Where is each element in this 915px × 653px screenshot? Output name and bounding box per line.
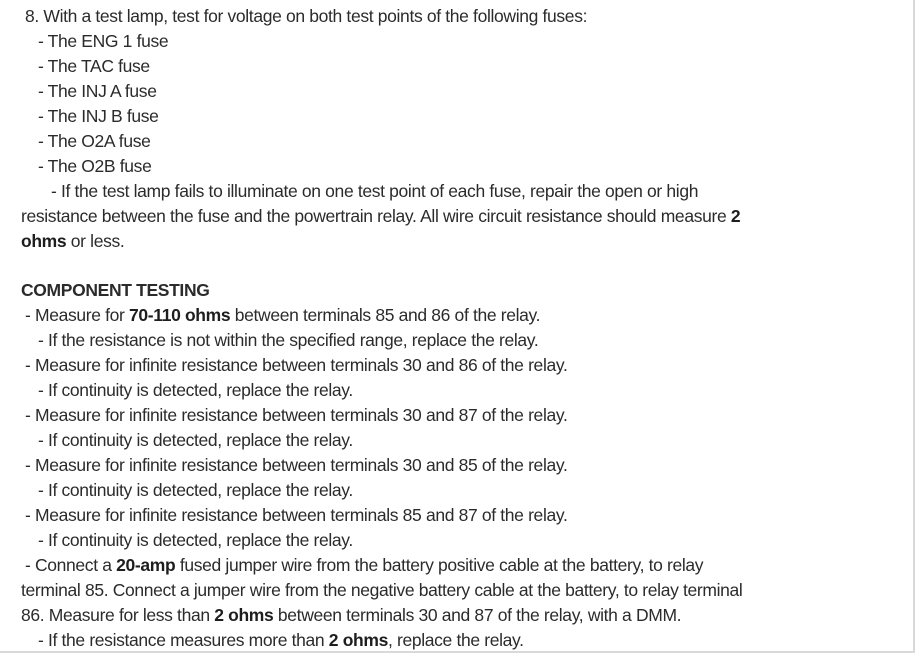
- test-item-3: - Measure for infinite resistance between terminals 30 and 87 of the relay.: [25, 405, 568, 425]
- test-bold-value: 20-amp: [116, 555, 176, 575]
- test-item-2: - Measure for infinite resistance between terminals 30 and 86 of the relay.: [25, 355, 568, 375]
- step-8-note-line-2: [21, 204, 901, 229]
- note-text: or less.: [66, 231, 125, 251]
- test-text: between terminals 30 and 87 of the relay, with a DMM.: [273, 605, 682, 625]
- fuse-item: - The ENG 1 fuse: [38, 31, 169, 51]
- test-text: 86. Measure for less than: [21, 605, 215, 625]
- section-heading-component-testing: COMPONENT TESTING: [21, 280, 210, 300]
- test-text: , replace the relay.: [387, 630, 524, 650]
- test-item-5-sub: - If continuity is detected, replace the relay.: [38, 530, 353, 550]
- test-item-4-sub: - If continuity is detected, replace the relay.: [38, 480, 353, 500]
- test-text: - If the resistance measures more than: [38, 630, 329, 650]
- document-body: [21, 4, 901, 653]
- test-text: - Connect a: [25, 555, 117, 575]
- test-item-6-sub: [21, 628, 901, 653]
- test-item-1-sub: - If the resistance is not within the specified range, replace the relay.: [38, 330, 539, 350]
- fuse-item: - The INJ A fuse: [38, 81, 157, 101]
- test-text: fused jumper wire from the battery positive cable at the battery, to relay: [175, 555, 704, 575]
- note-bold-unit: ohms: [21, 231, 67, 251]
- spacer: [21, 254, 901, 278]
- fuse-item: - The O2B fuse: [38, 156, 152, 176]
- fuse-item: - The INJ B fuse: [38, 106, 159, 126]
- test-item-6-line-2: terminal 85. Connect a jumper wire from the negative battery cable at the battery, to relay terminal: [21, 580, 743, 600]
- test-text: - Measure for: [25, 305, 130, 325]
- test-bold-value: 2 ohms: [214, 605, 274, 625]
- step-8-intro: 8. With a test lamp, test for voltage on both test points of the following fuses:: [25, 6, 588, 26]
- test-item-2-sub: - If continuity is detected, replace the relay.: [38, 380, 353, 400]
- test-item-1: [21, 303, 901, 328]
- fuse-item: - The TAC fuse: [38, 56, 150, 76]
- test-item-4: - Measure for infinite resistance between terminals 30 and 85 of the relay.: [25, 455, 568, 475]
- test-text: between terminals 85 and 86 of the relay.: [230, 305, 541, 325]
- test-item-6-line-1: [21, 553, 901, 578]
- test-item-3-sub: - If continuity is detected, replace the relay.: [38, 430, 353, 450]
- step-8-note-line-1: - If the test lamp fails to illuminate on one test point of each fuse, repair the open or high: [51, 181, 699, 201]
- test-item-6-line-3: [21, 603, 901, 628]
- test-bold-value: 2 ohms: [328, 630, 388, 650]
- test-item-5: - Measure for infinite resistance between terminals 85 and 87 of the relay.: [25, 505, 568, 525]
- note-text: resistance between the fuse and the powertrain relay. All wire circuit resistance should measure: [21, 206, 731, 226]
- fuse-item: - The O2A fuse: [38, 131, 151, 151]
- test-bold-value: 70-110 ohms: [129, 305, 231, 325]
- note-bold-value: 2: [730, 206, 741, 226]
- step-8-note-line-3: [21, 229, 901, 254]
